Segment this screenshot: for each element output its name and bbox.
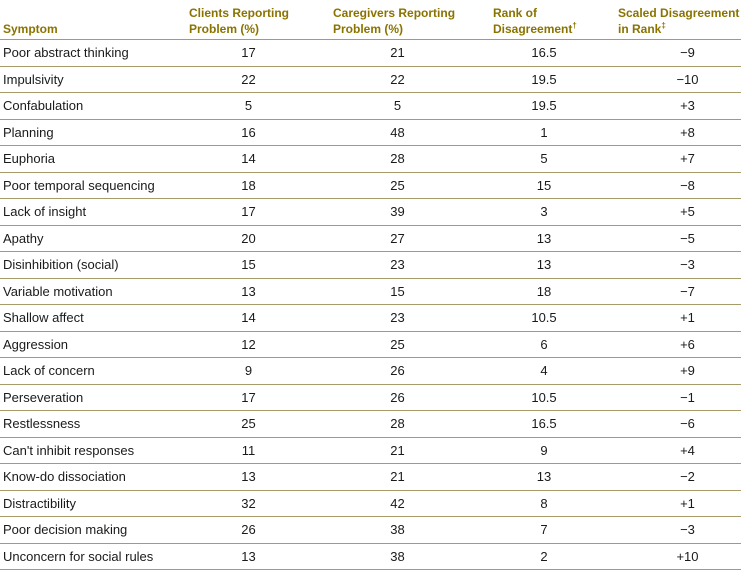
table-row: [0, 93, 741, 120]
cell-rank-of-disagreement: 6: [488, 331, 614, 358]
cell-caregivers-percent: 15: [329, 278, 488, 305]
header-symptom: Symptom: [0, 0, 186, 40]
cell-caregivers-percent: 48: [329, 119, 488, 146]
table-row: [0, 490, 741, 517]
header-clients-reporting: Clients Reporting Problem (%): [186, 0, 329, 40]
table-row: [0, 278, 741, 305]
cell-scaled-disagreement: +7: [614, 146, 741, 173]
cell-clients-percent: 5: [186, 93, 329, 120]
cell-symptom: Apathy: [0, 225, 186, 252]
cell-caregivers-percent: 39: [329, 199, 488, 226]
table-row: [0, 437, 741, 464]
cell-caregivers-percent: 25: [329, 172, 488, 199]
cell-rank-of-disagreement: 1: [488, 119, 614, 146]
cell-clients-percent: 17: [186, 40, 329, 67]
cell-caregivers-percent: 26: [329, 358, 488, 385]
cell-symptom: Perseveration: [0, 384, 186, 411]
cell-rank-of-disagreement: 18: [488, 278, 614, 305]
cell-scaled-disagreement: −7: [614, 278, 741, 305]
header-row: [0, 0, 741, 40]
cell-symptom: Lack of concern: [0, 358, 186, 385]
cell-symptom: Restlessness: [0, 411, 186, 438]
cell-scaled-disagreement: +6: [614, 331, 741, 358]
cell-symptom: Impulsivity: [0, 66, 186, 93]
cell-caregivers-percent: 26: [329, 384, 488, 411]
cell-caregivers-percent: 42: [329, 490, 488, 517]
dagger-footnote-mark: †: [572, 21, 577, 30]
cell-clients-percent: 32: [186, 490, 329, 517]
cell-scaled-disagreement: +1: [614, 490, 741, 517]
table-header: [0, 0, 741, 40]
cell-scaled-disagreement: −3: [614, 517, 741, 544]
cell-clients-percent: 14: [186, 146, 329, 173]
cell-caregivers-percent: 22: [329, 66, 488, 93]
cell-rank-of-disagreement: 16.5: [488, 411, 614, 438]
cell-rank-of-disagreement: 10.5: [488, 305, 614, 332]
table-row: [0, 384, 741, 411]
cell-scaled-disagreement: +10: [614, 543, 741, 570]
table-body: [0, 40, 741, 570]
cell-clients-percent: 16: [186, 119, 329, 146]
cell-scaled-disagreement: +3: [614, 93, 741, 120]
cell-scaled-disagreement: −2: [614, 464, 741, 491]
table-row: [0, 119, 741, 146]
cell-scaled-disagreement: +8: [614, 119, 741, 146]
table-row: [0, 40, 741, 67]
cell-scaled-disagreement: +9: [614, 358, 741, 385]
cell-rank-of-disagreement: 8: [488, 490, 614, 517]
cell-clients-percent: 18: [186, 172, 329, 199]
table-row: [0, 172, 741, 199]
cell-rank-of-disagreement: 3: [488, 199, 614, 226]
table-row: [0, 199, 741, 226]
cell-rank-of-disagreement: 7: [488, 517, 614, 544]
cell-symptom: Euphoria: [0, 146, 186, 173]
cell-clients-percent: 11: [186, 437, 329, 464]
cell-caregivers-percent: 5: [329, 93, 488, 120]
header-scaled-disagreement: Scaled Disagreement in Rank‡: [614, 0, 741, 40]
cell-clients-percent: 9: [186, 358, 329, 385]
cell-caregivers-percent: 21: [329, 464, 488, 491]
cell-clients-percent: 13: [186, 464, 329, 491]
table-row: [0, 331, 741, 358]
cell-symptom: Planning: [0, 119, 186, 146]
table-row: [0, 358, 741, 385]
cell-rank-of-disagreement: 15: [488, 172, 614, 199]
cell-scaled-disagreement: −8: [614, 172, 741, 199]
cell-clients-percent: 20: [186, 225, 329, 252]
cell-caregivers-percent: 27: [329, 225, 488, 252]
header-caregivers-reporting: Caregivers Reporting Problem (%): [329, 0, 488, 40]
cell-symptom: Aggression: [0, 331, 186, 358]
header-rank-of-disagreement: Rank of Disagreement†: [488, 0, 614, 40]
cell-rank-of-disagreement: 5: [488, 146, 614, 173]
cell-scaled-disagreement: +4: [614, 437, 741, 464]
cell-clients-percent: 17: [186, 199, 329, 226]
cell-symptom: Confabulation: [0, 93, 186, 120]
cell-symptom: Can't inhibit responses: [0, 437, 186, 464]
double-dagger-footnote-mark: ‡: [661, 21, 666, 30]
table-row: [0, 66, 741, 93]
cell-rank-of-disagreement: 16.5: [488, 40, 614, 67]
cell-clients-percent: 12: [186, 331, 329, 358]
cell-caregivers-percent: 28: [329, 146, 488, 173]
cell-clients-percent: 13: [186, 543, 329, 570]
cell-clients-percent: 22: [186, 66, 329, 93]
cell-rank-of-disagreement: 13: [488, 464, 614, 491]
cell-caregivers-percent: 28: [329, 411, 488, 438]
cell-caregivers-percent: 38: [329, 517, 488, 544]
cell-scaled-disagreement: +5: [614, 199, 741, 226]
cell-rank-of-disagreement: 4: [488, 358, 614, 385]
cell-caregivers-percent: 25: [329, 331, 488, 358]
cell-clients-percent: 14: [186, 305, 329, 332]
cell-scaled-disagreement: −10: [614, 66, 741, 93]
cell-caregivers-percent: 21: [329, 437, 488, 464]
cell-caregivers-percent: 23: [329, 305, 488, 332]
cell-rank-of-disagreement: 19.5: [488, 66, 614, 93]
cell-symptom: Poor abstract thinking: [0, 40, 186, 67]
cell-scaled-disagreement: −3: [614, 252, 741, 279]
cell-symptom: Know-do dissociation: [0, 464, 186, 491]
cell-scaled-disagreement: −9: [614, 40, 741, 67]
cell-rank-of-disagreement: 9: [488, 437, 614, 464]
cell-clients-percent: 26: [186, 517, 329, 544]
cell-scaled-disagreement: −6: [614, 411, 741, 438]
cell-symptom: Poor temporal sequencing: [0, 172, 186, 199]
table-row: [0, 305, 741, 332]
cell-symptom: Disinhibition (social): [0, 252, 186, 279]
cell-symptom: Shallow affect: [0, 305, 186, 332]
cell-rank-of-disagreement: 13: [488, 252, 614, 279]
cell-caregivers-percent: 38: [329, 543, 488, 570]
cell-symptom: Poor decision making: [0, 517, 186, 544]
cell-clients-percent: 15: [186, 252, 329, 279]
table-row: [0, 517, 741, 544]
cell-caregivers-percent: 23: [329, 252, 488, 279]
cell-scaled-disagreement: −1: [614, 384, 741, 411]
cell-clients-percent: 13: [186, 278, 329, 305]
table-row: [0, 543, 741, 570]
table-row: [0, 225, 741, 252]
cell-symptom: Variable motivation: [0, 278, 186, 305]
cell-rank-of-disagreement: 13: [488, 225, 614, 252]
cell-caregivers-percent: 21: [329, 40, 488, 67]
table-row: [0, 252, 741, 279]
cell-rank-of-disagreement: 2: [488, 543, 614, 570]
cell-clients-percent: 17: [186, 384, 329, 411]
cell-rank-of-disagreement: 10.5: [488, 384, 614, 411]
cell-clients-percent: 25: [186, 411, 329, 438]
cell-symptom: Lack of insight: [0, 199, 186, 226]
cell-symptom: Unconcern for social rules: [0, 543, 186, 570]
cell-scaled-disagreement: +1: [614, 305, 741, 332]
table-row: [0, 146, 741, 173]
cell-symptom: Distractibility: [0, 490, 186, 517]
table-row: [0, 464, 741, 491]
table-row: [0, 411, 741, 438]
cell-scaled-disagreement: −5: [614, 225, 741, 252]
cell-rank-of-disagreement: 19.5: [488, 93, 614, 120]
